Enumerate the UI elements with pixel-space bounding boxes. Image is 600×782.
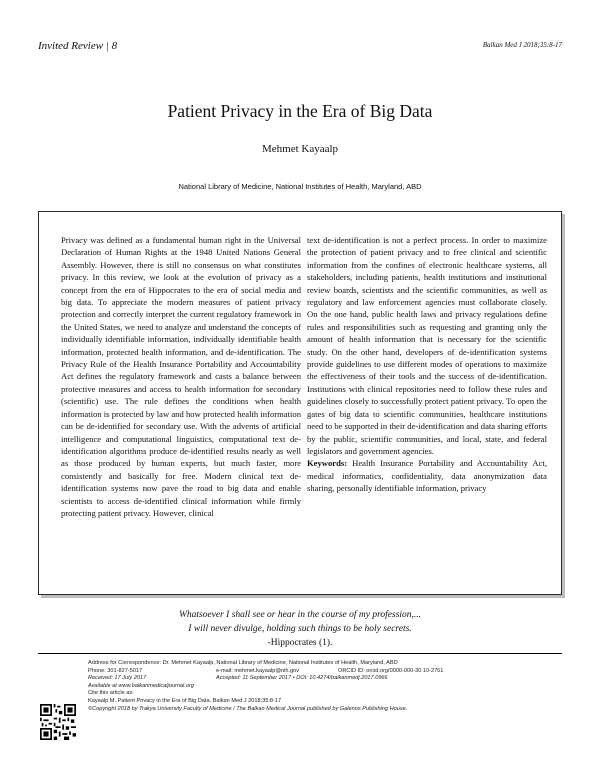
contact-row	[88, 668, 562, 676]
received-date: Received: 17 July 2017	[88, 675, 147, 682]
abstract-left-column	[61, 234, 301, 519]
quote-line-1: Whatsoever I shall see or hear in the course of my profession,...	[178, 610, 422, 620]
cite-label: Cite this article as:	[88, 690, 134, 697]
orcid-id: ORCID ID: orcid.org/0000-000-30 10-2761	[338, 667, 444, 674]
article-title: Patient Privacy in the Era of Big Data	[167, 101, 433, 121]
availability-link[interactable]: Available at www.balkanmedicaljournal.org	[88, 682, 194, 689]
citation: Kayaalp M. Patient Privacy in the Era of Big Data. Balkan Med J 2018;35:8-17	[88, 697, 282, 704]
accepted-doi: Accepted: 11 September 2017 • DOI: 10.4274/balkanmedj.2017.0966	[216, 675, 388, 682]
epigraph-quote	[0, 608, 600, 650]
quote-line-2: I will never divulge, holding such things to be holy secrets.	[188, 624, 412, 634]
abstract-right-column	[307, 234, 547, 495]
article-footer	[88, 660, 562, 713]
journal-reference: Balkan Med J 2018;35:8-17	[482, 41, 562, 49]
email-address: e-mail: mehmet.kayaalp@nih.gov	[216, 667, 300, 674]
keywords-label: Keywords:	[307, 458, 348, 469]
quote-attribution: -Hippocrates (1).	[267, 638, 333, 648]
qr-code-icon	[40, 704, 76, 740]
footer-divider	[38, 653, 562, 654]
keywords-list: Health Insurance Portability and Accountability Act, medical informatics, confidentiality, data anonymization data sharing, personally identifiable information, privacy	[307, 458, 547, 494]
copyright-notice: ©Copyright 2018 by Trakya University Faculty of Medicine / The Balkan Medical Journal published by Galenos Publishing House.	[88, 705, 408, 712]
phone-number: Phone: 301-827-5017	[88, 667, 143, 674]
page-header	[38, 40, 562, 54]
abstract-paragraph: Privacy was defined as a fundamental human right in the Universal Declaration of Human Rights at the 1948 United Nations General Assembly. However, there is still no consensus on what constitutes privacy. In this review, we look at the evolution of privacy as a concept from the era of Hippocrates to the era of social media and big data. To appreciate the modern measures of patient privacy protection and correctly interpret the current regulatory framework in the United States, we need to analyze and understand the concepts of individually identifiable information, individually identifiable health information, protected health information, and de-identification. The Privacy Rule of the Health Insurance Portability and Accountability Act defines the regulatory framework and casts a balance between protective measures and access to health information for secondary (scientific) use. The rule defines the conditions when health information is protected by law and how protected health information can be de-identified for secondary use. With the advents of artificial intelligence and computational linguistics, computational text de-identification algorithms produce de-identified results nearly as well as those produced by human experts, but much faster, more consistently and basically for free. Modern clinical text de-identification systems now pave the road to big data and enable scientists to access de-identified clinical information while firmly protecting patient privacy. However, clinical	[61, 235, 301, 518]
dates-row	[88, 675, 562, 683]
keywords	[307, 457, 547, 494]
abstract-paragraph: text de-identification is not a perfect process. In order to maximize the protection of patient privacy and to free clinical and scientific information from the confines of electronic healthcare systems, all stakeholders, including patients, health institutions and institutional review boards, scientists and the scientific communities, as well as regulatory and law enforcement agencies must collaborate closely. On the one hand, public health laws and privacy regulations define rules and responsibilities such as requesting and granting only the amount of health information that is necessary for the scientific study. On the other hand, developers of de-identification systems provide guidelines to use different modes of operations to maximize the effectiveness of their tools and the success of de-identification. Institutions with clinical repositories need to follow these rules and guidelines closely to successfully protect patient privacy. To open the gates of big data to scientific communities, healthcare institutions need to be supported in their de-identification and data sharing efforts by the public, scientific communities, and local, state, and federal legislators and government agencies.	[307, 235, 547, 456]
section-label: Invited Review | 8	[38, 40, 118, 52]
author-affiliation: National Library of Medicine, National Institutes of Health, Maryland, ABD	[178, 182, 422, 191]
article-author: Mehmet Kayaalp	[261, 143, 339, 155]
correspondence-address: Address for Correspondence: Dr. Mehmet Kayaalp, National Library of Medicine, National Institutes of Health, Maryland, ABD	[88, 660, 398, 666]
abstract-box	[38, 211, 562, 595]
